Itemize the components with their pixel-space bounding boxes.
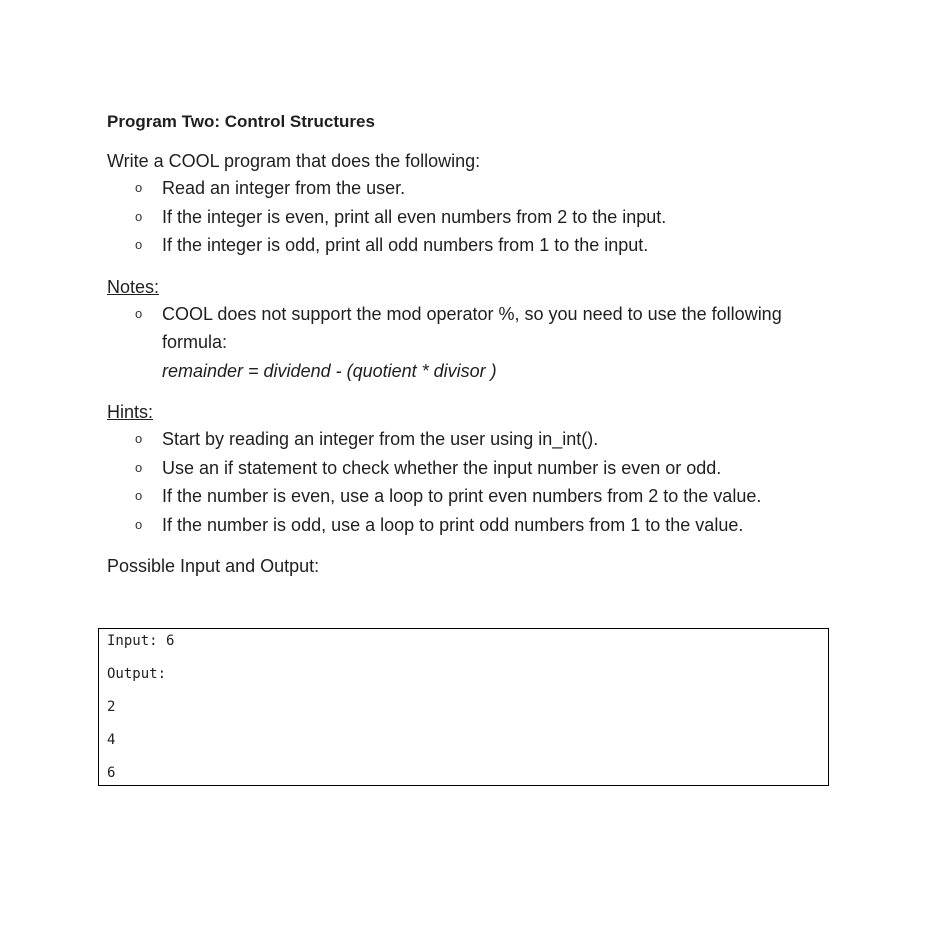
bullet-icon: o: [135, 305, 143, 321]
list-item-text: Start by reading an integer from the user using in_int().: [162, 429, 599, 449]
list-item-text: If the number is even, use a loop to print even numbers from 2 to the value.: [162, 486, 762, 506]
notes-list: [107, 300, 831, 386]
io-line: 4: [107, 732, 116, 748]
io-example-box: [98, 628, 829, 786]
io-line: 2: [107, 699, 116, 715]
list-item: [135, 300, 831, 386]
list-item-text: If the number is odd, use a loop to print odd numbers from 1 to the value.: [162, 514, 744, 535]
list-item-text: Read an integer from the user.: [162, 178, 406, 198]
note-text: COOL does not support the mod operator %, so you need to use the following formula:: [162, 303, 782, 352]
list-item: [135, 203, 831, 232]
io-line: Output:: [107, 666, 167, 682]
notes-label: Notes:: [107, 276, 160, 297]
section-heading: Program Two: Control Structures: [107, 112, 375, 131]
bullet-icon: o: [135, 516, 143, 532]
bullet-icon: o: [135, 180, 143, 195]
list-item: [135, 454, 831, 483]
hints-list: [107, 425, 831, 539]
list-item: [135, 482, 831, 511]
list-item: [135, 425, 831, 454]
document-page: [107, 110, 831, 579]
formula-text: remainder = dividend - (quotient * divisor ): [162, 360, 497, 381]
list-item: [135, 511, 831, 540]
intro-text: Write a COOL program that does the following:: [107, 151, 481, 171]
list-item: [135, 174, 831, 203]
io-line: 6: [107, 765, 116, 781]
steps-list: [107, 174, 831, 260]
bullet-icon: o: [135, 431, 143, 446]
io-line: Input: 6: [107, 633, 175, 649]
list-item-text: If the integer is even, print all even numbers from 2 to the input.: [162, 206, 667, 227]
bullet-icon: o: [135, 488, 143, 503]
list-item-text: If the integer is odd, print all odd numbers from 1 to the input.: [162, 235, 649, 255]
bullet-icon: o: [135, 208, 143, 224]
io-label: Possible Input and Output:: [107, 556, 320, 576]
hints-label: Hints:: [107, 402, 154, 422]
list-item: [135, 231, 831, 260]
bullet-icon: o: [135, 459, 143, 475]
list-item-text: Use an if statement to check whether the input number is even or odd.: [162, 457, 722, 478]
bullet-icon: o: [135, 237, 143, 252]
